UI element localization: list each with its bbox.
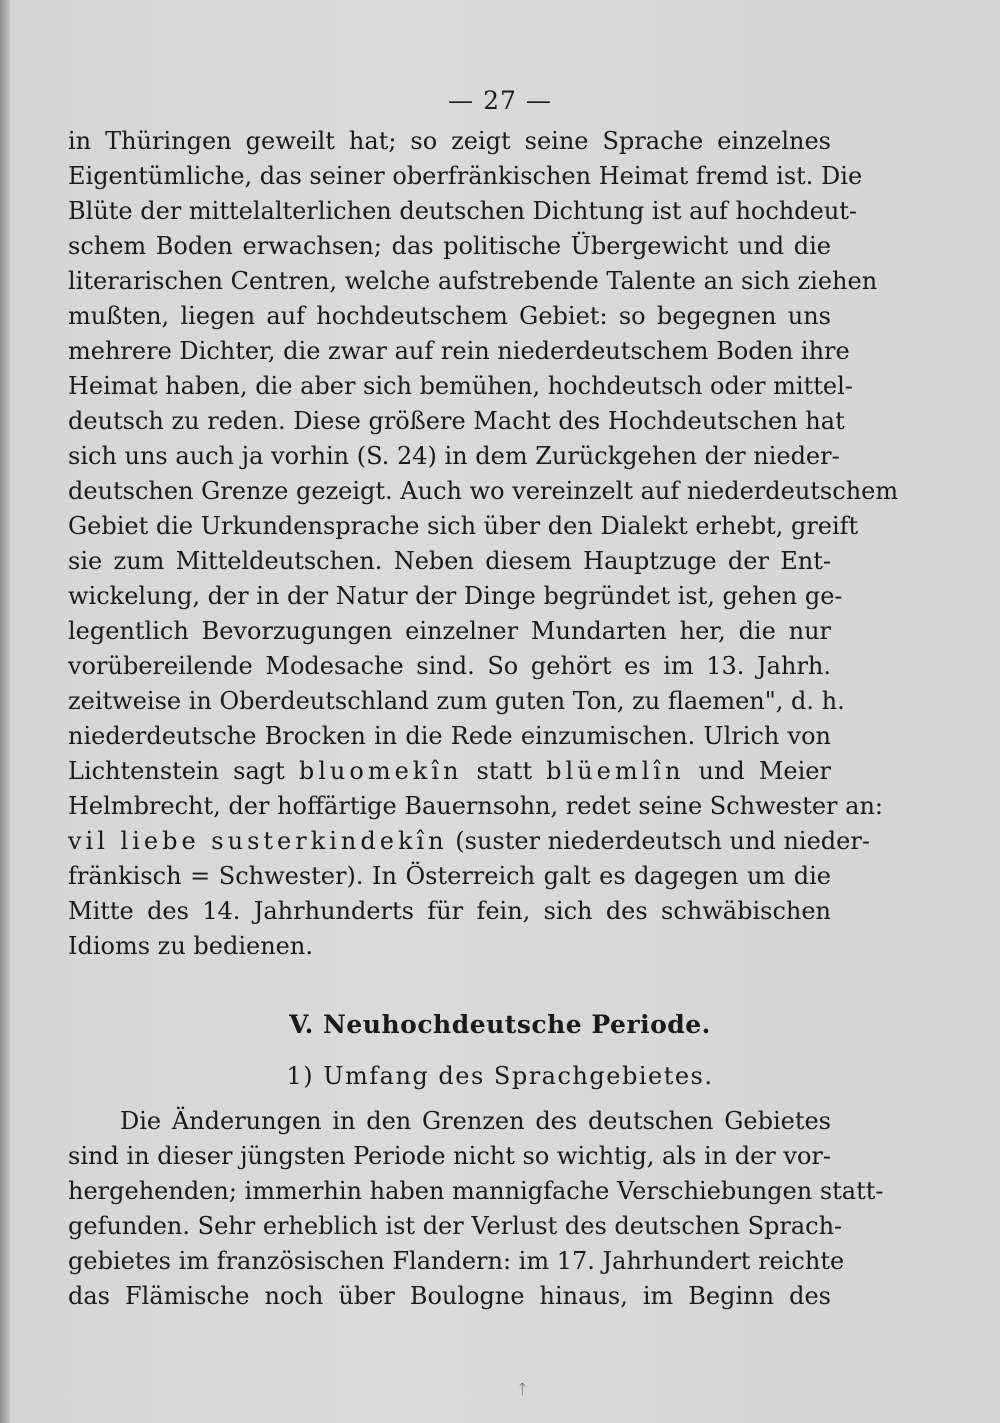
section-heading: V. Neuhochdeutsche Periode. bbox=[289, 1010, 711, 1039]
text-line: Mitte des 14. Jahrhunderts für fein, sich des schwäbischen bbox=[68, 897, 831, 925]
text-line: Gebiet die Urkundensprache sich über den Dialekt erhebt, greift bbox=[68, 512, 859, 540]
paragraph-2 bbox=[68, 1104, 884, 1314]
text-line: sind in dieser jüngsten Periode nicht so wichtig, als in der vor- bbox=[68, 1142, 831, 1170]
text-line: zeitweise in Oberdeutschland zum guten Ton, zu flaemen", d. h. bbox=[68, 687, 845, 715]
text-line: mußten, liegen auf hochdeutschem Gebiet: so begegnen uns bbox=[68, 302, 831, 330]
spaced-quotation: blüemlîn bbox=[546, 757, 685, 785]
text-line: mehrere Dichter, die zwar auf rein niederdeutschem Boden ihre bbox=[68, 337, 850, 365]
page-edge-shadow bbox=[0, 0, 10, 1423]
text-line: wickelung, der in der Natur der Dinge begründet ist, gehen ge- bbox=[68, 582, 843, 610]
text-line: niederdeutsche Brocken in die Rede einzumischen. Ulrich von bbox=[68, 722, 831, 750]
text-run: Lichtenstein sagt bbox=[68, 757, 285, 785]
text-line: deutschen Grenze gezeigt. Auch wo vereinzelt auf niederdeutschem bbox=[68, 477, 899, 505]
text-line bbox=[68, 754, 831, 789]
text-line bbox=[68, 824, 870, 859]
text-line: das Flämische noch über Boulogne hinaus, im Beginn des bbox=[68, 1282, 831, 1310]
text-line: sich uns auch ja vorhin (S. 24) in dem Zurückgehen der nieder- bbox=[68, 442, 840, 470]
spaced-quotation: vil liebe susterkindekîn bbox=[68, 827, 448, 855]
text-line: Idioms zu bedienen. bbox=[68, 932, 313, 960]
text-line: Die Änderungen in den Grenzen des deutschen Gebietes bbox=[120, 1107, 831, 1135]
text-line: fränkisch = Schwester). In Österreich galt es dagegen um die bbox=[68, 862, 831, 890]
text-line: Eigentümliche, das seiner oberfränkischen Heimat fremd ist. Die bbox=[68, 162, 863, 190]
text-run: statt bbox=[476, 757, 533, 785]
text-line: gefunden. Sehr erheblich ist der Verlust des deutschen Sprach- bbox=[68, 1212, 843, 1240]
text-line: gebietes im französischen Flandern: im 17. Jahrhundert reichte bbox=[68, 1247, 845, 1275]
text-line: literarischen Centren, welche aufstrebende Talente an sich ziehen bbox=[68, 267, 878, 295]
subsection-heading: 1) Umfang des Sprachgebietes. bbox=[286, 1062, 714, 1090]
text-line: legentlich Bevorzugungen einzelner Mundarten her, die nur bbox=[68, 617, 831, 645]
text-line: schem Boden erwachsen; das politische Übergewicht und die bbox=[68, 232, 831, 260]
text-line: hergehenden; immerhin haben mannigfache Verschiebungen statt- bbox=[68, 1177, 884, 1205]
text-line: vorübereilende Modesache sind. So gehört es im 13. Jahrh. bbox=[68, 652, 831, 680]
text-run: (suster niederdeutsch und nieder- bbox=[455, 827, 870, 855]
text-run: und Meier bbox=[698, 757, 831, 785]
page-number: — 27 — bbox=[448, 86, 552, 115]
spaced-quotation: bluomekîn bbox=[298, 757, 463, 785]
printer-mark: ᛏ bbox=[518, 1382, 527, 1398]
text-line: Heimat haben, die aber sich bemühen, hochdeutsch oder mittel- bbox=[68, 372, 853, 400]
text-line: Helmbrecht, der hoffärtige Bauernsohn, redet seine Schwester an: bbox=[68, 792, 884, 820]
text-line: in Thüringen geweilt hat; so zeigt seine Sprache einzelnes bbox=[68, 127, 831, 155]
text-line: sie zum Mitteldeutschen. Neben diesem Hauptzuge der Ent- bbox=[68, 547, 831, 575]
text-line: deutsch zu reden. Diese größere Macht des Hochdeutschen hat bbox=[68, 407, 845, 435]
text-line: Blüte der mittelalterlichen deutschen Dichtung ist auf hochdeut- bbox=[68, 197, 858, 225]
paragraph-1 bbox=[68, 124, 899, 964]
